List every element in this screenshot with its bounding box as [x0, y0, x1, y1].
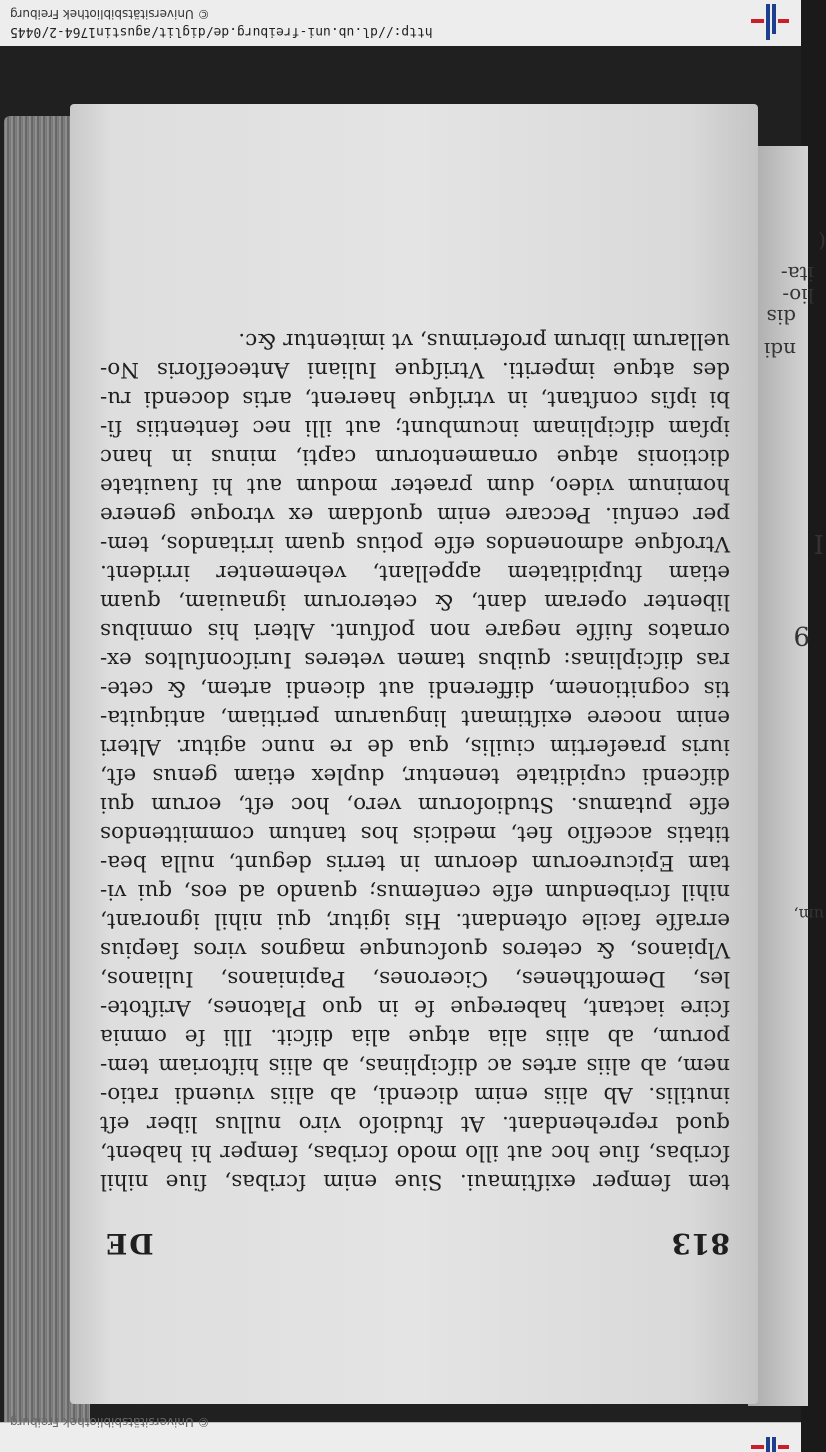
- page-text: [100, 180, 730, 1260]
- text-line: uellarum librum proferimus, vt imitentur &c.: [238, 328, 730, 353]
- facing-page-fragment: (: [818, 230, 826, 254]
- text-line: libenter operam dant, & ceterorum ignauiam, quam: [100, 589, 730, 614]
- text-line: ipſam diſciplinam incumbunt; aut illi nec ſententiis ſi-: [100, 415, 730, 440]
- library-logo-icon: [751, 4, 789, 40]
- text-line: des atque imperiti. Vtriſque Iuliani Anteceſſoris No-: [100, 357, 730, 382]
- page-body: [100, 326, 730, 1196]
- text-line: titatis acceſſio fiet, medicis hos tantum committendos: [100, 821, 730, 846]
- text-line: bi ipſis conſtant, in vtriſque haerent, artis docendi ru-: [100, 386, 730, 411]
- library-logo-icon: [751, 1437, 789, 1452]
- facing-page-fragment: dis: [766, 305, 796, 329]
- text-line: diſcendi cupiditate tenentur, duplex etiam genus eſt,: [100, 763, 730, 788]
- facing-page-fragment: lio-: [782, 284, 814, 308]
- facing-page-fragment: um,: [793, 905, 824, 924]
- text-line: per cenſui. Peccare enim quoſdam ex vtroque genere: [100, 502, 730, 527]
- facing-page-fragment: I: [813, 528, 824, 558]
- text-line: inutilis. Ab aliis enim dicendi, ab aliis viuendi ratio-: [100, 1082, 730, 1107]
- viewer-header: [0, 0, 801, 47]
- facing-page-fragment: ndi: [763, 338, 796, 362]
- page-header: [100, 1200, 730, 1260]
- text-line: ornatos fuiſſe negare non poſſunt. Alteri his omnibus: [100, 618, 730, 643]
- text-line: iuris praeſertim ciuilis, qua de re nunc agitur. Alteri: [100, 734, 730, 759]
- text-line: ras diſciplinas: quibus tamen veteres Iuriſconſultos ex-: [100, 647, 730, 672]
- text-line: dictionis atque ornamentorum capti, minus in hanc: [100, 444, 730, 469]
- text-line: erraſſe facile oſtendant. His igitur, qui nihil ignorant,: [100, 908, 730, 933]
- text-line: Vlpianos, & ceteros quoſcunque magnos viros ſaepius: [100, 937, 730, 962]
- text-line: tis cognitionem, differendi aut dicendi artem, & cete-: [100, 676, 730, 701]
- text-line: ſcire iactant, habereque ſe in quo Platones, Ariſtote-: [100, 995, 730, 1020]
- text-line: nihil ſcribendum eſſe cenſemus; quando ad eos, qui vi-: [100, 879, 730, 904]
- text-line: ſcribas, ſiue hoc aut illo modo ſcribas, ſemper hi habent,: [100, 1140, 730, 1165]
- source-info: [10, 3, 433, 43]
- text-line: porum, ab aliis alia atque alia diſcit. Illi ſe omnia: [100, 1024, 730, 1049]
- text-line: les, Demoſthenes, Cicerones, Papinianos, Iulianos,: [100, 966, 730, 991]
- page-number: 813: [671, 1227, 730, 1260]
- text-line: eſſe putamus. Studioſorum vero, hoc eſt, eorum qui: [100, 792, 730, 817]
- text-line: enim nocere exiſtimant linguarum peritiam, antiquita-: [100, 705, 730, 730]
- text-line: etiam ſtupiditatem appellant, vehementer irrident.: [100, 560, 730, 585]
- viewer-footer: [0, 1415, 801, 1452]
- running-head: DE: [104, 1227, 154, 1260]
- facing-page-fragment: ita-: [780, 262, 814, 286]
- text-line: Vtroſque admonendos eſſe potius quam irritandos, tem-: [100, 531, 730, 556]
- text-line: hominum video, dum praeter modum aut hi ſuauitate: [100, 473, 730, 498]
- source-url-link[interactable]: http://dl.ub.uni-freiburg.de/diglit/agustin1764-2/0445: [10, 24, 433, 39]
- text-line: tam Epicureorum deorum in terris degunt, nulla bea-: [100, 850, 730, 875]
- text-line: nem, ab aliis artes ac diſciplinas, ab aliis hiſtoriam tem-: [100, 1053, 730, 1078]
- footer-copyright: © Universitätsbibliothek Freiburg: [10, 1415, 210, 1429]
- facing-page-fragment: 9: [793, 620, 810, 650]
- copyright-notice: © Universitätsbibliothek Freiburg: [10, 7, 210, 21]
- text-line: quod reprehendant. At ſtudioſo viro nullus liber eſt: [100, 1111, 730, 1136]
- text-line: tem ſemper exiſtimaui. Siue enim ſcribas, ſiue nihil: [100, 1169, 730, 1194]
